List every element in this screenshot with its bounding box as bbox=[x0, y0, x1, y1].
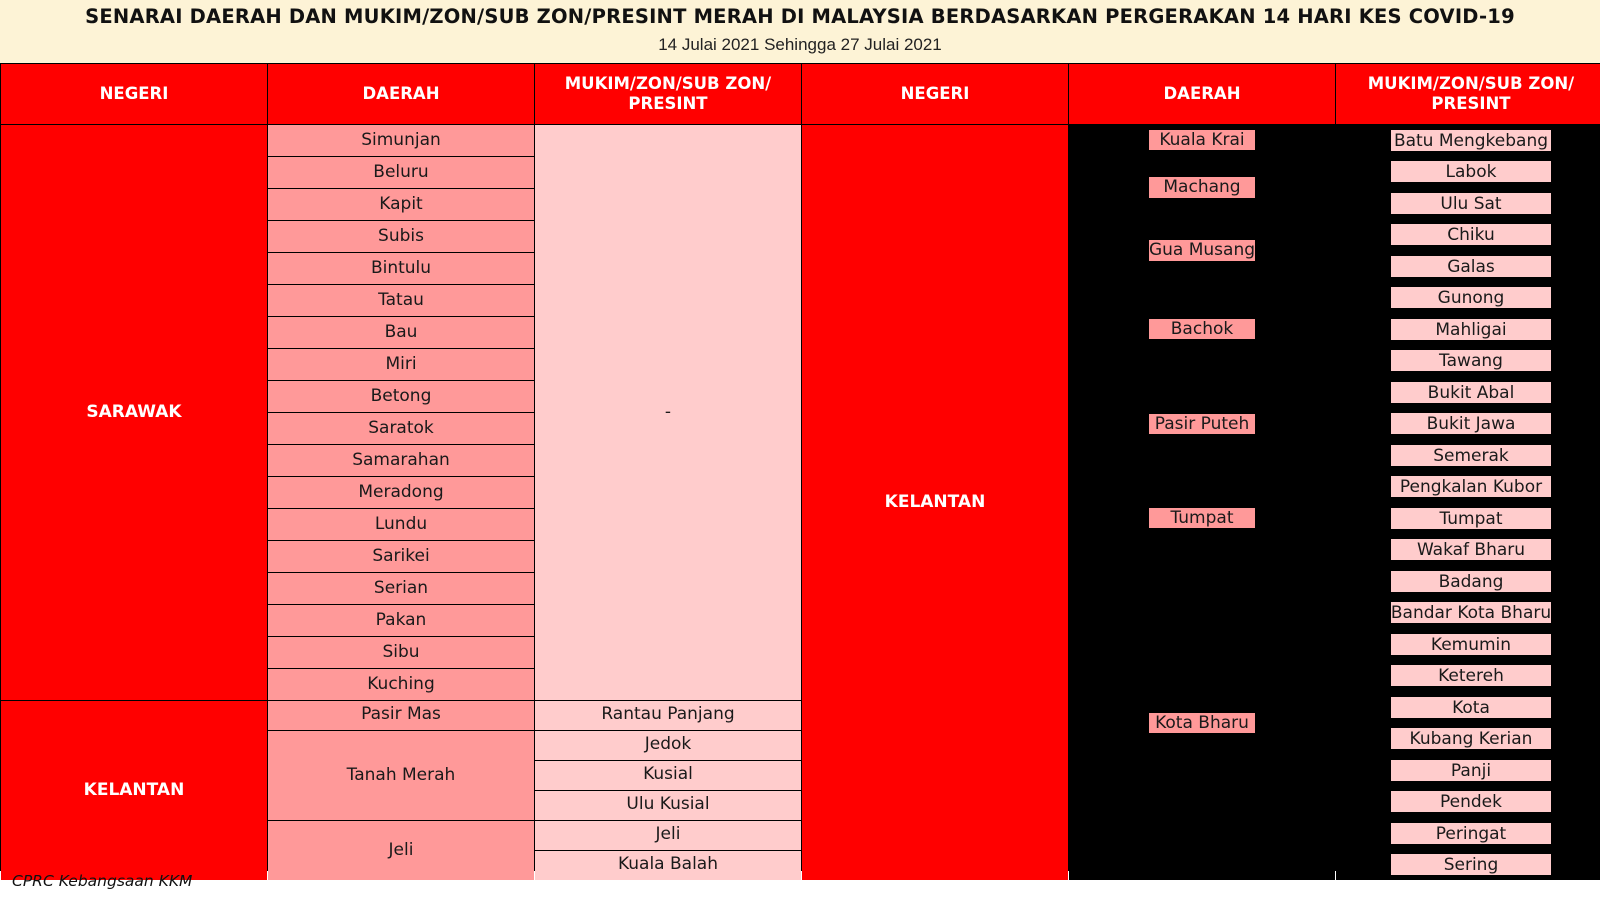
district-cell: Kuala Krai bbox=[1149, 130, 1255, 150]
area-cell: Semerak bbox=[1391, 445, 1551, 466]
area-cell: Kubang Kerian bbox=[1391, 728, 1551, 749]
district-cell: Simunjan bbox=[268, 125, 534, 156]
district-cell: Subis bbox=[268, 221, 534, 252]
district-cell: Sarikei bbox=[268, 541, 534, 572]
area-cell: Bukit Abal bbox=[1391, 382, 1551, 403]
district-cell: Saratok bbox=[268, 413, 534, 444]
area-cell: Ulu Kusial bbox=[535, 791, 801, 820]
area-cell: Jedok bbox=[535, 731, 801, 760]
district-cell: Tatau bbox=[268, 285, 534, 316]
area-cell: Mahligai bbox=[1391, 319, 1551, 340]
district-cell: Tumpat bbox=[1149, 508, 1255, 528]
district-cell: Bachok bbox=[1149, 319, 1255, 339]
area-cell: Ketereh bbox=[1391, 665, 1551, 686]
right-area-column bbox=[1336, 125, 1600, 880]
header-daerah-right: DAERAH bbox=[1069, 64, 1335, 124]
district-cell: Pakan bbox=[268, 605, 534, 636]
district-cell: Tanah Merah bbox=[268, 731, 534, 820]
source-credit: CPRC Kebangsaan KKM bbox=[12, 872, 193, 890]
area-cell: Gunong bbox=[1391, 287, 1551, 308]
district-cell: Pasir Puteh bbox=[1149, 414, 1255, 434]
area-cell: Kota bbox=[1391, 697, 1551, 718]
right-district-column bbox=[1069, 125, 1335, 880]
state-cell-kelantan-right: KELANTAN bbox=[802, 125, 1068, 880]
area-cell: Tumpat bbox=[1391, 508, 1551, 529]
area-cell: Wakaf Bharu bbox=[1391, 539, 1551, 560]
area-cell: Rantau Panjang bbox=[535, 701, 801, 730]
header-mukim-left: MUKIM/ZON/SUB ZON/ PRESINT bbox=[535, 64, 801, 124]
district-cell: Meradong bbox=[268, 477, 534, 508]
district-cell: Bintulu bbox=[268, 253, 534, 284]
area-cell: Tawang bbox=[1391, 350, 1551, 371]
area-cell: Labok bbox=[1391, 161, 1551, 182]
date-range: 14 Julai 2021 Sehingga 27 Julai 2021 bbox=[658, 35, 942, 54]
header-negeri-left: NEGERI bbox=[1, 64, 267, 124]
district-cell: Pasir Mas bbox=[268, 701, 534, 730]
title-banner bbox=[0, 0, 1600, 63]
area-cell: Galas bbox=[1391, 256, 1551, 277]
district-cell: Machang bbox=[1149, 177, 1255, 197]
area-cell: Peringat bbox=[1391, 823, 1551, 844]
area-cell: Sering bbox=[1391, 854, 1551, 875]
header-negeri-right: NEGERI bbox=[802, 64, 1068, 124]
district-cell: Kapit bbox=[268, 189, 534, 220]
area-cell: Ulu Sat bbox=[1391, 193, 1551, 214]
district-cell: Gua Musang bbox=[1148, 240, 1256, 261]
district-cell: Lundu bbox=[268, 509, 534, 540]
header-daerah-left: DAERAH bbox=[268, 64, 534, 124]
area-cell: Kusial bbox=[535, 761, 801, 790]
area-cell: Kemumin bbox=[1391, 634, 1551, 655]
district-cell: Miri bbox=[268, 349, 534, 380]
state-cell-sarawak: SARAWAK bbox=[1, 125, 267, 700]
district-cell: Kota Bharu bbox=[1149, 713, 1255, 733]
district-cell: Samarahan bbox=[268, 445, 534, 476]
area-cell: Chiku bbox=[1391, 224, 1551, 245]
red-zone-table bbox=[0, 63, 1600, 876]
page-title: SENARAI DAERAH DAN MUKIM/ZON/SUB ZON/PRESINT MERAH DI MALAYSIA BERDASARKAN PERGERAKAN 14 HARI KES COVID-19 bbox=[85, 5, 1515, 28]
district-cell: Jeli bbox=[268, 821, 534, 880]
area-cell: Panji bbox=[1391, 760, 1551, 781]
area-cell: Bukit Jawa bbox=[1391, 413, 1551, 434]
district-cell: Bau bbox=[268, 317, 534, 348]
district-cell: Sibu bbox=[268, 637, 534, 668]
district-cell: Betong bbox=[268, 381, 534, 412]
header-mukim-right: MUKIM/ZON/SUB ZON/ PRESINT bbox=[1336, 64, 1600, 124]
district-cell: Kuching bbox=[268, 669, 534, 700]
area-cell: Batu Mengkebang bbox=[1391, 130, 1551, 151]
area-cell: Bandar Kota Bharu bbox=[1390, 603, 1552, 624]
area-cell: Badang bbox=[1391, 571, 1551, 592]
area-cell: Jeli bbox=[535, 821, 801, 850]
state-cell-kelantan-left: KELANTAN bbox=[1, 701, 267, 880]
area-cell: Kuala Balah bbox=[535, 851, 801, 880]
district-cell: Serian bbox=[268, 573, 534, 604]
sarawak-mukim-placeholder: - bbox=[535, 125, 801, 700]
district-cell: Beluru bbox=[268, 157, 534, 188]
area-cell: Pengkalan Kubor bbox=[1391, 476, 1551, 497]
area-cell: Pendek bbox=[1391, 791, 1551, 812]
